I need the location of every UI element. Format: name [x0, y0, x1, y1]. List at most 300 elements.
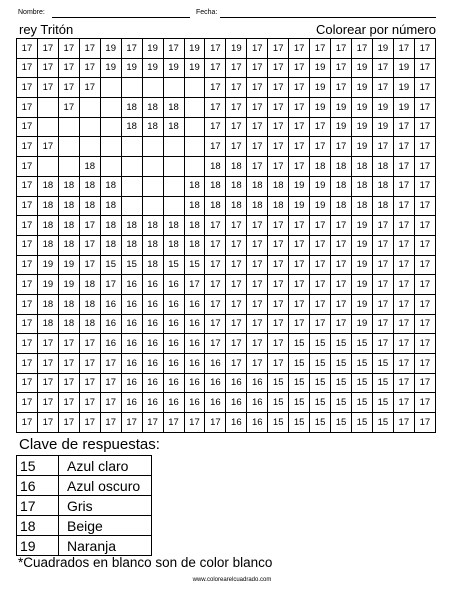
grid-cell: 16 — [142, 314, 163, 334]
grid-cell: 19 — [393, 78, 414, 98]
grid-cell: 17 — [79, 216, 100, 236]
grid-cell: 17 — [37, 354, 58, 374]
grid-cell: 17 — [310, 117, 331, 137]
grid-cell: 17 — [414, 275, 435, 295]
grid-cell: 17 — [226, 314, 247, 334]
grid-cell: 16 — [100, 294, 121, 314]
grid-cell — [121, 176, 142, 196]
grid-cell: 17 — [372, 58, 393, 78]
grid-cell: 18 — [121, 216, 142, 236]
grid-cell: 17 — [393, 354, 414, 374]
grid-cell: 17 — [247, 216, 268, 236]
grid-cell: 17 — [79, 235, 100, 255]
grid-cell: 15 — [310, 373, 331, 393]
grid-row — [17, 98, 436, 118]
grid-cell: 15 — [331, 393, 352, 413]
page-subtitle: Colorear por número — [316, 22, 436, 37]
grid-cell: 16 — [121, 314, 142, 334]
grid-cell: 17 — [268, 255, 289, 275]
grid-cell — [163, 157, 184, 177]
grid-cell: 18 — [247, 196, 268, 216]
grid-cell: 18 — [372, 157, 393, 177]
grid-cell — [100, 137, 121, 157]
grid-cell: 19 — [352, 98, 373, 118]
grid-cell: 18 — [226, 157, 247, 177]
grid-cell: 17 — [393, 334, 414, 354]
grid-cell: 16 — [205, 354, 226, 374]
grid-cell: 17 — [79, 78, 100, 98]
grid-cell: 17 — [247, 157, 268, 177]
grid-cell: 16 — [142, 334, 163, 354]
grid-cell: 17 — [393, 294, 414, 314]
grid-cell: 17 — [310, 137, 331, 157]
grid-cell: 18 — [184, 216, 205, 236]
key-code: 19 — [17, 536, 59, 556]
grid-cell: 15 — [372, 354, 393, 374]
grid-cell: 17 — [372, 314, 393, 334]
name-label: Nombre: — [18, 9, 45, 16]
grid-cell: 17 — [268, 39, 289, 59]
grid-cell: 17 — [58, 393, 79, 413]
grid-cell: 17 — [58, 78, 79, 98]
grid-cell: 16 — [226, 393, 247, 413]
grid-cell: 18 — [121, 117, 142, 137]
grid-cell: 19 — [163, 58, 184, 78]
grid-cell — [142, 78, 163, 98]
grid-cell: 17 — [393, 393, 414, 413]
grid-cell: 17 — [100, 373, 121, 393]
grid-cell — [37, 157, 58, 177]
grid-cell: 16 — [184, 373, 205, 393]
grid-cell: 18 — [226, 176, 247, 196]
grid-row — [17, 235, 436, 255]
grid-cell: 18 — [184, 176, 205, 196]
grid-cell — [163, 176, 184, 196]
grid-cell: 18 — [142, 235, 163, 255]
grid-cell: 19 — [352, 314, 373, 334]
grid-cell: 15 — [310, 334, 331, 354]
grid-cell: 19 — [226, 39, 247, 59]
grid-cell: 19 — [100, 39, 121, 59]
grid-cell: 19 — [352, 117, 373, 137]
grid-row — [17, 39, 436, 59]
grid-cell: 15 — [310, 393, 331, 413]
grid-cell: 18 — [163, 98, 184, 118]
grid-cell: 17 — [289, 137, 310, 157]
grid-cell: 19 — [352, 255, 373, 275]
grid-cell: 15 — [352, 354, 373, 374]
grid-cell: 15 — [289, 354, 310, 374]
grid-cell: 17 — [393, 176, 414, 196]
grid-cell: 17 — [289, 98, 310, 118]
grid-cell: 17 — [247, 117, 268, 137]
key-row — [17, 516, 152, 536]
grid-cell — [142, 196, 163, 216]
grid-cell: 17 — [247, 334, 268, 354]
grid-cell: 16 — [247, 393, 268, 413]
grid-row — [17, 275, 436, 295]
grid-cell: 18 — [37, 196, 58, 216]
key-color-name: Azul claro — [59, 456, 152, 476]
grid-cell — [184, 98, 205, 118]
grid-cell: 17 — [414, 157, 435, 177]
grid-cell: 15 — [372, 393, 393, 413]
grid-cell: 18 — [352, 196, 373, 216]
grid-cell: 17 — [268, 117, 289, 137]
grid-cell: 19 — [352, 78, 373, 98]
grid-cell: 17 — [142, 413, 163, 433]
grid-cell: 17 — [247, 314, 268, 334]
grid-cell: 17 — [226, 275, 247, 295]
grid-cell: 15 — [163, 255, 184, 275]
grid-cell: 17 — [414, 216, 435, 236]
grid-cell — [184, 78, 205, 98]
grid-cell: 16 — [163, 393, 184, 413]
grid-cell: 17 — [414, 373, 435, 393]
grid-cell: 17 — [372, 275, 393, 295]
grid-cell: 15 — [289, 373, 310, 393]
grid-cell: 16 — [121, 275, 142, 295]
grid-cell: 17 — [310, 314, 331, 334]
grid-cell: 18 — [163, 117, 184, 137]
grid-cell: 17 — [310, 255, 331, 275]
grid-cell: 17 — [414, 196, 435, 216]
grid-cell: 18 — [352, 176, 373, 196]
grid-cell: 17 — [393, 373, 414, 393]
grid-cell: 17 — [414, 413, 435, 433]
grid-cell: 17 — [393, 255, 414, 275]
grid-cell: 17 — [372, 137, 393, 157]
grid-cell: 17 — [331, 216, 352, 236]
grid-cell — [79, 117, 100, 137]
grid-cell — [184, 117, 205, 137]
key-code: 17 — [17, 496, 59, 516]
grid-row — [17, 413, 436, 433]
grid-cell: 17 — [205, 58, 226, 78]
grid-cell: 16 — [247, 413, 268, 433]
grid-cell: 19 — [331, 117, 352, 137]
grid-cell: 19 — [310, 78, 331, 98]
grid-cell: 18 — [58, 314, 79, 334]
grid-cell: 15 — [268, 373, 289, 393]
grid-cell: 19 — [352, 294, 373, 314]
grid-cell: 17 — [17, 216, 38, 236]
grid-cell: 16 — [163, 373, 184, 393]
grid-cell: 16 — [247, 373, 268, 393]
grid-row — [17, 137, 436, 157]
grid-cell: 17 — [226, 58, 247, 78]
grid-cell: 18 — [226, 196, 247, 216]
grid-cell: 17 — [205, 137, 226, 157]
grid-cell: 17 — [17, 58, 38, 78]
grid-cell: 17 — [414, 255, 435, 275]
grid-cell — [142, 157, 163, 177]
grid-row — [17, 373, 436, 393]
grid-cell: 18 — [100, 216, 121, 236]
grid-cell: 18 — [331, 196, 352, 216]
number-grid — [16, 38, 436, 433]
grid-cell — [184, 137, 205, 157]
grid-row — [17, 117, 436, 137]
key-color-name: Beige — [59, 516, 152, 536]
grid-cell: 18 — [163, 235, 184, 255]
grid-cell — [79, 137, 100, 157]
grid-cell: 17 — [289, 117, 310, 137]
grid-cell: 17 — [268, 294, 289, 314]
grid-cell: 17 — [226, 216, 247, 236]
grid-cell: 17 — [393, 39, 414, 59]
grid-cell: 17 — [58, 98, 79, 118]
grid-cell: 17 — [226, 255, 247, 275]
grid-cell: 18 — [331, 176, 352, 196]
grid-cell: 19 — [100, 58, 121, 78]
grid-cell: 17 — [247, 137, 268, 157]
grid-cell: 18 — [79, 294, 100, 314]
grid-cell: 17 — [414, 78, 435, 98]
grid-cell: 19 — [142, 58, 163, 78]
grid-cell: 18 — [268, 176, 289, 196]
grid-cell: 19 — [289, 176, 310, 196]
grid-cell: 17 — [414, 314, 435, 334]
grid-cell: 18 — [100, 235, 121, 255]
grid-cell: 17 — [393, 137, 414, 157]
grid-cell: 17 — [247, 39, 268, 59]
grid-cell: 18 — [352, 157, 373, 177]
grid-cell: 17 — [205, 314, 226, 334]
grid-cell: 17 — [226, 98, 247, 118]
grid-cell: 17 — [121, 413, 142, 433]
grid-cell: 17 — [79, 393, 100, 413]
key-color-name: Gris — [59, 496, 152, 516]
grid-cell: 18 — [58, 294, 79, 314]
grid-cell: 17 — [414, 294, 435, 314]
grid-cell: 17 — [184, 413, 205, 433]
grid-cell: 15 — [268, 393, 289, 413]
grid-row — [17, 393, 436, 413]
grid-cell: 17 — [247, 255, 268, 275]
key-title: Clave de respuestas: — [19, 436, 160, 453]
grid-cell: 18 — [205, 196, 226, 216]
grid-cell: 17 — [100, 275, 121, 295]
grid-cell: 15 — [184, 255, 205, 275]
grid-cell: 17 — [331, 235, 352, 255]
grid-cell: 17 — [310, 275, 331, 295]
grid-cell: 17 — [372, 294, 393, 314]
grid-cell: 19 — [58, 275, 79, 295]
grid-cell: 18 — [163, 216, 184, 236]
grid-cell: 17 — [58, 413, 79, 433]
grid-cell: 16 — [163, 275, 184, 295]
grid-cell: 17 — [331, 78, 352, 98]
grid-cell: 17 — [289, 314, 310, 334]
grid-cell: 17 — [205, 98, 226, 118]
page-title: rey Tritón — [19, 22, 74, 37]
grid-cell: 18 — [310, 157, 331, 177]
grid-row — [17, 294, 436, 314]
grid-cell: 16 — [121, 393, 142, 413]
grid-cell: 17 — [268, 157, 289, 177]
grid-cell: 17 — [289, 216, 310, 236]
grid-cell: 17 — [372, 78, 393, 98]
grid-cell: 17 — [79, 334, 100, 354]
grid-cell: 17 — [17, 413, 38, 433]
grid-row — [17, 157, 436, 177]
grid-cell: 19 — [310, 196, 331, 216]
grid-row — [17, 176, 436, 196]
grid-cell: 17 — [205, 413, 226, 433]
grid-cell: 17 — [393, 413, 414, 433]
grid-cell: 18 — [58, 216, 79, 236]
grid-cell: 17 — [247, 275, 268, 295]
grid-cell: 17 — [205, 235, 226, 255]
grid-cell: 18 — [184, 196, 205, 216]
grid-cell: 17 — [414, 117, 435, 137]
grid-cell: 18 — [79, 314, 100, 334]
grid-cell: 17 — [289, 157, 310, 177]
grid-cell — [100, 78, 121, 98]
grid-cell: 17 — [37, 58, 58, 78]
grid-cell: 18 — [79, 157, 100, 177]
grid-cell: 18 — [58, 196, 79, 216]
grid-cell: 17 — [37, 373, 58, 393]
grid-cell: 17 — [268, 78, 289, 98]
grid-cell: 19 — [142, 39, 163, 59]
grid-cell: 17 — [17, 98, 38, 118]
grid-cell: 17 — [414, 176, 435, 196]
key-row — [17, 456, 152, 476]
grid-cell: 17 — [247, 58, 268, 78]
grid-cell: 15 — [331, 373, 352, 393]
grid-cell — [100, 157, 121, 177]
grid-cell: 17 — [393, 117, 414, 137]
grid-cell: 16 — [121, 354, 142, 374]
grid-cell — [163, 137, 184, 157]
grid-cell: 19 — [352, 58, 373, 78]
grid-cell: 17 — [37, 39, 58, 59]
grid-cell: 17 — [393, 157, 414, 177]
grid-cell: 18 — [37, 314, 58, 334]
grid-cell: 16 — [205, 373, 226, 393]
grid-cell: 19 — [372, 39, 393, 59]
grid-cell — [37, 117, 58, 137]
grid-cell: 17 — [17, 314, 38, 334]
grid-cell: 17 — [121, 39, 142, 59]
grid-cell — [100, 117, 121, 137]
grid-cell: 17 — [414, 354, 435, 374]
grid-cell: 17 — [247, 78, 268, 98]
grid-cell: 18 — [58, 235, 79, 255]
grid-cell: 17 — [184, 275, 205, 295]
grid-cell: 15 — [352, 413, 373, 433]
grid-cell: 17 — [414, 235, 435, 255]
grid-cell: 17 — [205, 334, 226, 354]
grid-cell: 17 — [100, 393, 121, 413]
grid-cell: 17 — [37, 393, 58, 413]
grid-cell: 18 — [372, 196, 393, 216]
grid-cell: 18 — [37, 176, 58, 196]
grid-cell: 17 — [37, 334, 58, 354]
grid-cell: 17 — [79, 58, 100, 78]
grid-cell: 19 — [372, 98, 393, 118]
key-code: 15 — [17, 456, 59, 476]
grid-cell: 17 — [226, 117, 247, 137]
grid-cell: 17 — [205, 117, 226, 137]
grid-cell: 17 — [17, 39, 38, 59]
grid-cell: 17 — [310, 216, 331, 236]
grid-cell: 17 — [310, 39, 331, 59]
grid-cell: 17 — [58, 39, 79, 59]
blank-note: *Cuadrados en blanco son de color blanco — [18, 555, 273, 570]
grid-cell: 18 — [100, 196, 121, 216]
grid-cell: 17 — [37, 413, 58, 433]
grid-cell: 17 — [226, 294, 247, 314]
grid-cell: 17 — [372, 235, 393, 255]
grid-cell: 17 — [247, 354, 268, 374]
grid-cell: 19 — [310, 58, 331, 78]
grid-cell: 18 — [142, 255, 163, 275]
grid-cell: 19 — [310, 98, 331, 118]
grid-cell: 18 — [121, 98, 142, 118]
grid-cell: 16 — [121, 334, 142, 354]
grid-cell: 17 — [79, 413, 100, 433]
grid-cell: 17 — [414, 137, 435, 157]
grid-row — [17, 354, 436, 374]
grid-cell: 17 — [17, 255, 38, 275]
grid-cell: 17 — [268, 354, 289, 374]
grid-cell: 17 — [393, 235, 414, 255]
grid-cell: 18 — [142, 117, 163, 137]
grid-row — [17, 216, 436, 236]
grid-cell: 19 — [393, 98, 414, 118]
grid-cell: 17 — [268, 314, 289, 334]
grid-row — [17, 314, 436, 334]
grid-cell: 18 — [121, 235, 142, 255]
grid-cell: 18 — [37, 216, 58, 236]
grid-cell — [58, 157, 79, 177]
grid-cell: 17 — [393, 275, 414, 295]
grid-cell: 16 — [184, 294, 205, 314]
grid-cell: 19 — [352, 216, 373, 236]
grid-cell: 15 — [331, 413, 352, 433]
grid-cell: 18 — [100, 176, 121, 196]
grid-cell: 17 — [331, 275, 352, 295]
grid-cell: 17 — [205, 255, 226, 275]
grid-cell: 17 — [226, 137, 247, 157]
grid-cell: 17 — [205, 275, 226, 295]
grid-cell: 17 — [289, 275, 310, 295]
grid-cell — [184, 157, 205, 177]
grid-cell: 17 — [100, 354, 121, 374]
grid-cell: 17 — [289, 235, 310, 255]
grid-cell: 17 — [163, 413, 184, 433]
grid-cell: 19 — [352, 275, 373, 295]
grid-cell — [58, 137, 79, 157]
grid-cell: 17 — [268, 235, 289, 255]
grid-cell: 17 — [289, 58, 310, 78]
grid-cell: 17 — [310, 235, 331, 255]
date-line — [220, 17, 436, 18]
grid-cell: 18 — [79, 176, 100, 196]
grid-cell: 17 — [393, 216, 414, 236]
grid-cell: 17 — [393, 314, 414, 334]
grid-cell: 15 — [372, 373, 393, 393]
grid-cell: 19 — [184, 39, 205, 59]
grid-cell — [100, 98, 121, 118]
grid-cell: 18 — [184, 235, 205, 255]
grid-cell: 16 — [163, 314, 184, 334]
grid-cell: 16 — [226, 373, 247, 393]
grid-cell: 18 — [331, 157, 352, 177]
